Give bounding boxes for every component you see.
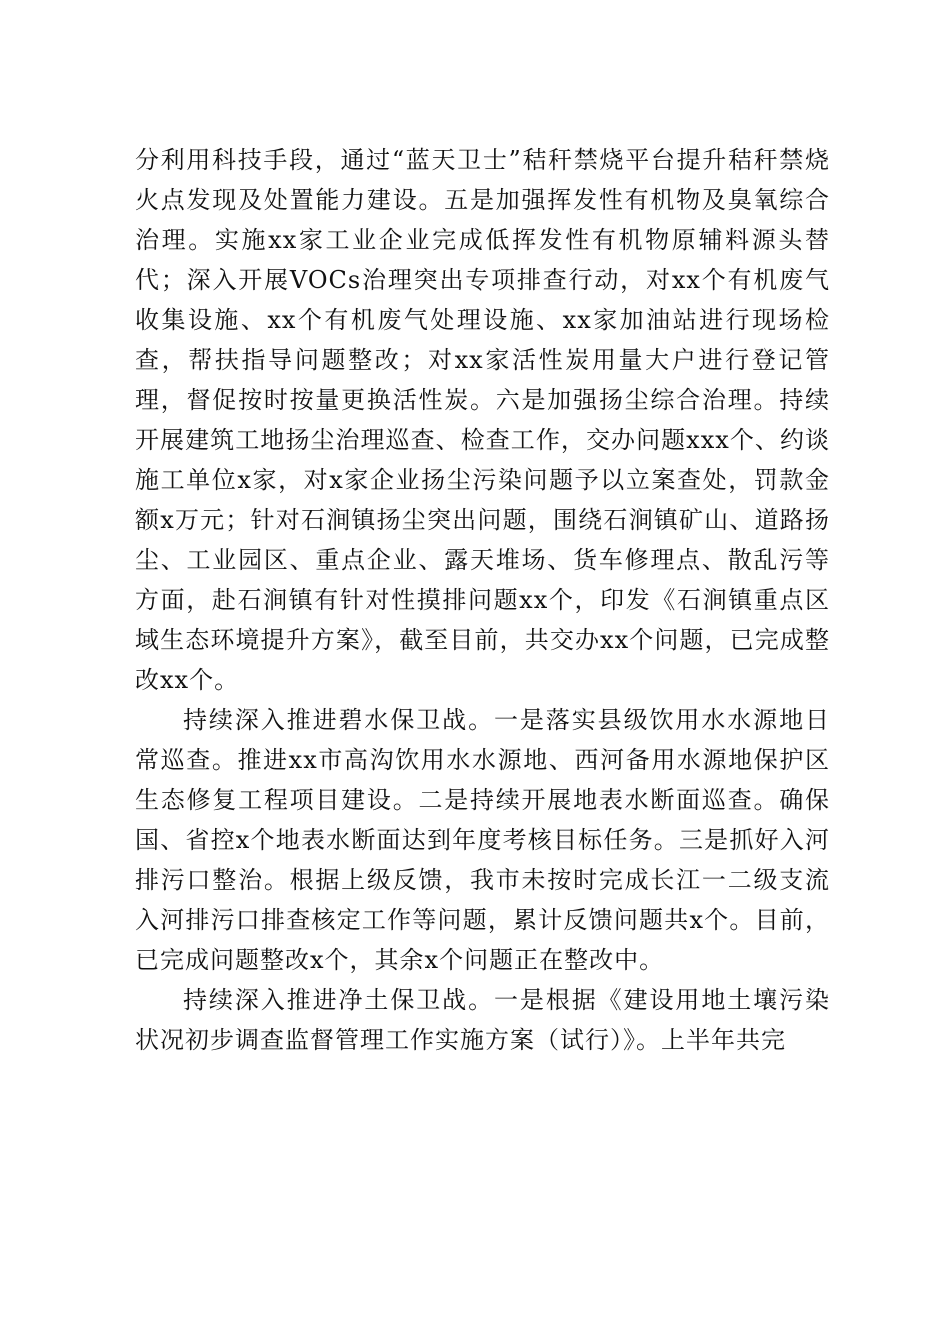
paragraph-clear-water-campaign: 持续深入推进碧水保卫战。一是落实县级饮用水水源地日常巡查。推进xx市高沟饮用水水源地、西河备用水源地保护区生态修复工程项目建设。二是持续开展地表水断面巡查。确保国、省控x个地表水断面达到年度考核目标任务。三是抓好入河排污口整治。根据上级反馈，我市未按时完成长江一二级支流入河排污口排查核定工作等问题，累计反馈问题共x个。目前，已完成问题整改x个，其余x个问题正在整改中。 xyxy=(135,706,830,974)
paragraph-air-pollution-continued: 分利用科技手段，通过“蓝天卫士”秸秆禁烧平台提升秸秆禁烧火点发现及处置能力建设。五是加强挥发性有机物及臭氧综合治理。实施xx家工业企业完成低挥发性有机物原辅料源头替代；深入开展VOCs治理突出专项排查行动，对xx个有机废气收集设施、xx个有机废气处理设施、xx家加油站进行现场检查，帮扶指导问题整改；对xx家活性炭用量大户进行登记管理，督促按时按量更换活性炭。六是加强扬尘综合治理。持续开展建筑工地扬尘治理巡查、检查工作，交办问题xxx个、约谈施工单位x家，对x家企业扬尘污染问题予以立案查处，罚款金额x万元；针对石涧镇扬尘突出问题，围绕石涧镇矿山、道路扬尘、工业园区、重点企业、露天堆场、货车修理点、散乱污等方面，赴石涧镇有针对性摸排问题xx个，印发《石涧镇重点区域生态环境提升方案》，截至目前，共交办xx个问题，已完成整改xx个。 xyxy=(135,146,830,694)
paragraph-clean-soil-campaign: 持续深入推进净土保卫战。一是根据《建设用地土壤污染状况初步调查监督管理工作实施方案（试行）》。上半年共完 xyxy=(135,986,830,1054)
document-body xyxy=(135,140,830,1060)
